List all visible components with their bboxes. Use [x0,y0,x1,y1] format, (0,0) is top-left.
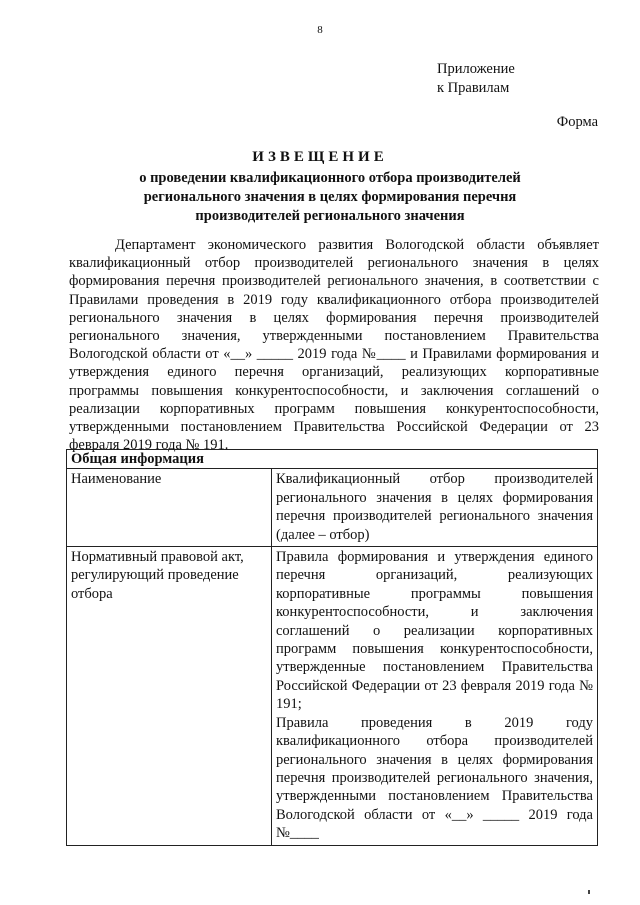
legal-act-paragraph-2: Правила проведения в 2019 году квалификационного отбора производителей регионального значения в целях формирования перечня производителей регионального значения, утвержденными постановлением Правительства Вологодской области от «__» _____ 2019 года №____ [276,714,593,842]
form-label: Форма [556,114,598,130]
table-row [67,547,598,846]
document-title: ИЗВЕЩЕНИЕ [252,149,388,165]
page-number: 8 [317,24,323,36]
row-value-name: Квалификационный отбор производителей регионального значения в целях формирования перечня производителей регионального значения (далее – отбор) [272,469,598,547]
row-label-legal-act: Нормативный правовой акт, регулирующий проведение отбора [67,547,272,846]
table-row [67,469,598,547]
table-header-row [67,450,598,469]
general-info-table [66,449,598,846]
row-value-legal-act [272,547,598,846]
scan-artifact [588,890,590,894]
document-subtitle: о проведении квалификационного отбора производителей регионального значения в целях формирования перечня производителей регионального значения [139,170,521,224]
intro-paragraph: Департамент экономического развития Вологодской области объявляет квалификационный отбор производителей регионального значения в целях формирования перечня производителей регионального значения, в соответствии с Правилами проведения в 2019 году квалификационного отбора производителей регионального значения в целях формирования перечня производителей регионального значения, утвержденными постановлением Правительства Вологодской области от «__» _____ 2019 года №____ и Правилами формирования и утверждения единого перечня организаций, реализующих корпоративные программы повышения конкурентоспособности, и заключения соглашений о реализации корпоративных программ повышения конкурентоспособности, утвержденными постановлением Правительства Российской Федерации от 23 февраля 2019 года № 191. [69,237,599,454]
row-label-name: Наименование [67,469,272,547]
legal-act-paragraph-1: Правила формирования и утверждения единого перечня организаций, реализующих корпоративные программы повышения конкурентоспособности, и заключения соглашений о реализации корпоративных программ повышения конкурентоспособности, утвержденные постановлением Правительства Российской Федерации от 23 февраля 2019 года № 191; [276,549,593,713]
appendix-line-1: Приложение [437,61,515,77]
appendix-line-2: к Правилам [437,80,510,96]
appendix-note [437,60,515,98]
table-header: Общая информация [67,450,598,469]
